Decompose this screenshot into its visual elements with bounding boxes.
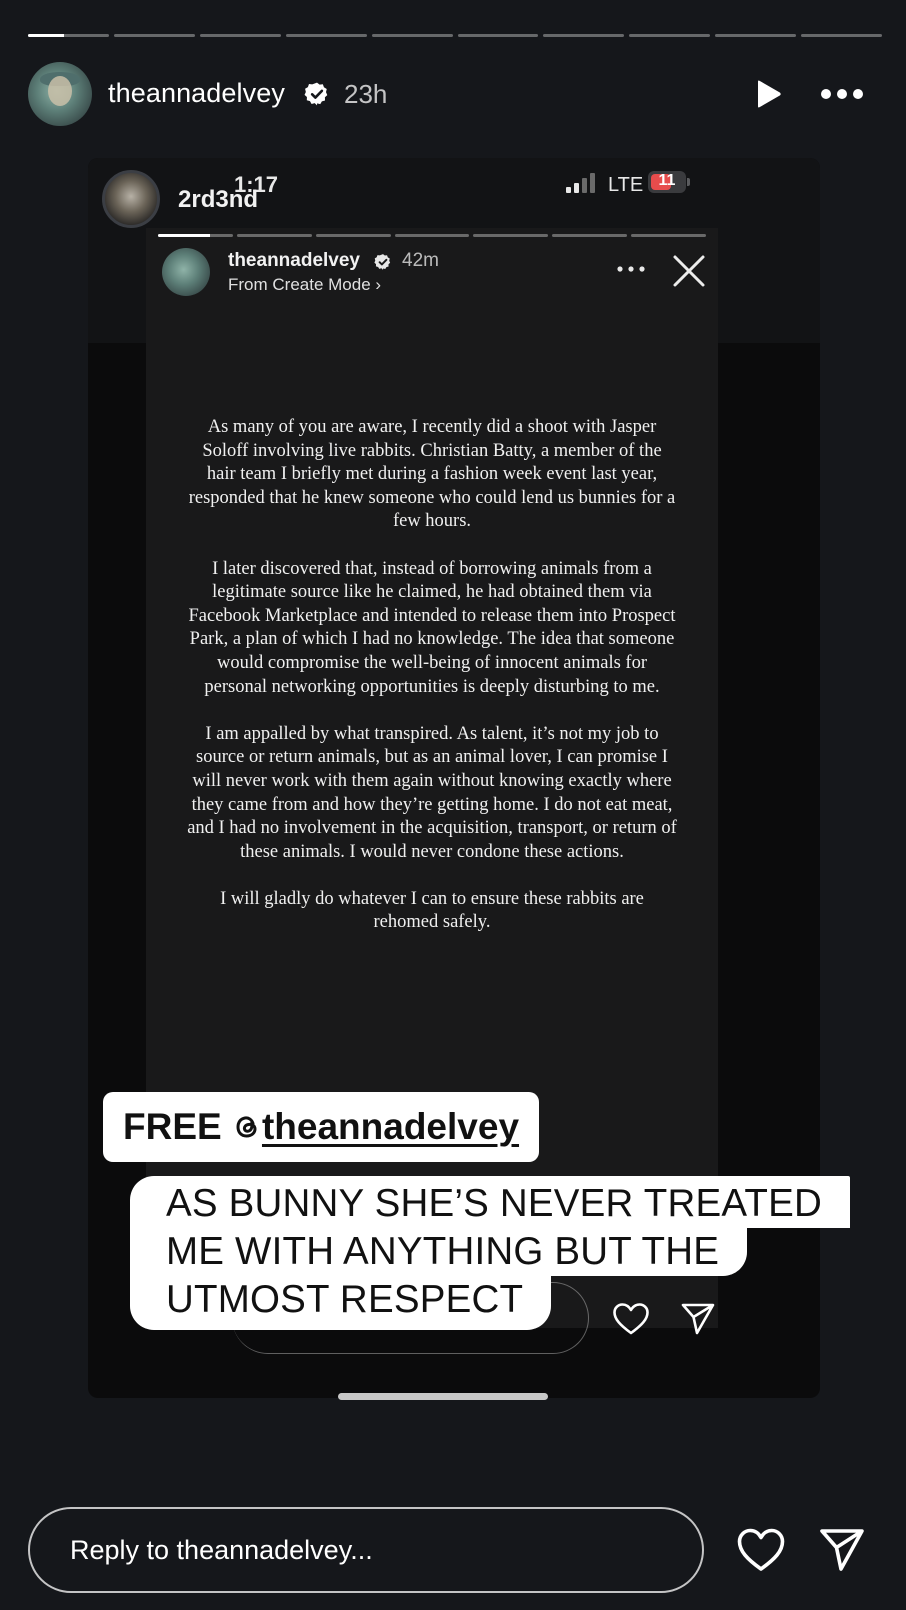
inner-more-icon [616,264,646,274]
statement-paragraph-1: As many of you are aware, I recently did a shoot with Jasper Soloff involving live rabbits. Christian Batty, a member of the hair team I briefly met during a fashion week event last year, responded that he knew someone who could lend us bunnies for a few hours. [188,417,676,532]
inner-avatar [162,248,210,296]
story-progress-segment [629,34,710,37]
inner-time: 42m [402,250,439,271]
inner-progress-segment [552,234,627,237]
heart-icon[interactable] [736,1527,786,1573]
home-indicator [338,1393,548,1400]
inner-progress-bar [158,234,706,237]
inner-close-icon [672,254,706,288]
story-progress-bar [28,34,882,38]
mention-sticker[interactable] [103,1092,539,1162]
statement-paragraph-3: I am appalled by what transpired. As talent, it’s not my job to source or return animals, but as an animal lover, I can promise I will never work with them again without knowing exactly where they came from and how they’re getting home. I do not eat meat, and I had no involvement in the acquisition, transport, or return of these animals. I would never condone these actions. [187,723,677,862]
story-progress-segment [543,34,624,37]
statement-text [186,416,678,959]
caption-line-2: ME WITH ANYTHING BUT THE [130,1228,747,1276]
story-progress-segment [801,34,882,37]
verified-badge-icon [304,81,330,107]
story-progress-segment [715,34,796,37]
caption-line-3: UTMOST RESPECT [130,1276,551,1330]
inner-progress-segment [395,234,470,237]
sharer-username: 2rd3nd [178,186,259,213]
reply-input[interactable] [28,1507,704,1593]
avatar[interactable] [28,62,92,126]
statement-paragraph-4: I will gladly do whatever I can to ensure these rabbits are rehomed safely. [220,888,644,933]
caption-sticker[interactable] [130,1176,830,1330]
signal-icon [566,172,596,194]
free-label: FREE [123,1106,222,1147]
inner-subtitle: From Create Mode › [228,275,382,294]
threads-icon [232,1112,262,1142]
mention-username: theannadelvey [261,1106,520,1147]
caption-line-1: AS BUNNY SHE’S NEVER TREATED [130,1176,850,1228]
story-progress-segment [114,34,195,37]
carrier-label: LTE [608,174,644,196]
inner-story [146,228,718,1328]
story-progress-segment [286,34,367,37]
story-progress-segment [372,34,453,37]
more-icon[interactable] [820,80,864,108]
battery-percent: 11 [658,172,676,189]
play-icon[interactable] [752,78,784,110]
inner-username: theannadelvey [228,250,360,271]
inner-progress-segment [158,234,233,237]
inner-progress-segment [631,234,706,237]
statement-paragraph-2: I later discovered that, instead of borrowing animals from a legitimate source like he claimed, he had obtained them via Facebook Marketplace and intended to release them into Prospect Park, a plan of which I had no knowledge. The idea that someone would compromise the well-being of innocent animals for personal networking opportunities is deeply disturbing to me. [188,558,676,697]
story-progress-segment [458,34,539,37]
avatar-face [48,76,72,106]
inner-verified-icon [374,253,392,271]
story-time: 23h [344,79,388,109]
inner-progress-fill [158,234,210,237]
story-progress-segment [28,34,109,37]
inner-progress-segment [473,234,548,237]
story-progress-fill [28,34,64,37]
story-progress-segment [200,34,281,37]
battery-icon [648,171,692,195]
story-username[interactable]: theannadelvey [108,78,285,108]
inner-progress-segment [237,234,312,237]
sharer-avatar [102,170,160,228]
inner-progress-segment [316,234,391,237]
status-clock: 1:17 [234,172,279,197]
mention-handle[interactable] [232,1106,519,1147]
send-icon[interactable] [818,1527,866,1573]
